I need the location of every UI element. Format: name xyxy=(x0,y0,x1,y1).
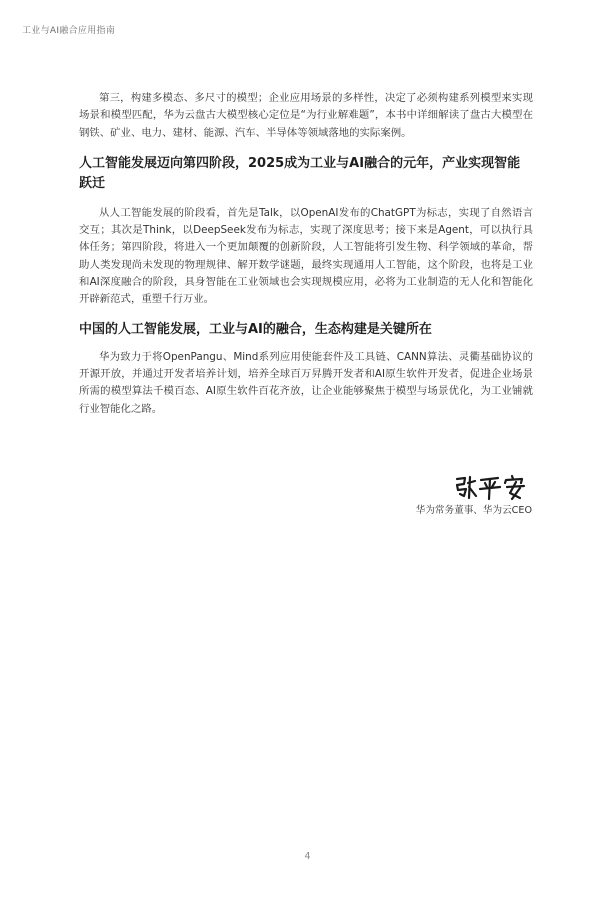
paragraph-multimodal-models: 第三，构建多模态、多尺寸的模型；企业应用场景的多样性，决定了必须构建系列模型来实现场景和模型匹配，华为云盘古大模型核心定位是“为行业解难题”，本书中详细解读了盘古大模型在钢铁、矿业、电力、建材、能源、汽车、半导体等领域落地的实际案例。 xyxy=(79,92,533,139)
running-header: 工业与AI融合应用指南 xyxy=(22,26,116,36)
signatory-title: 华为常务董事、华为云CEO xyxy=(415,505,532,516)
page-number: 4 xyxy=(304,851,311,862)
paragraph-ecosystem: 华为致力于将OpenPangu、Mind系列应用使能套件及工具链、CANN算法、灵衢基础协议的开源开放，并通过开发者培养计划，培养全球百万昇腾开发者和AI原生软件开发者，促进企业场景所需的模型算法千模百态、AI原生软件百花齐放，让企业能够聚焦于模型与场景优化，为工业铺就行业智能化之路。 xyxy=(79,350,533,415)
section-heading-ecosystem: 中国的人工智能发展，工业与AI的融合，生态构建是关键所在 xyxy=(79,321,432,337)
paragraph-ai-stages: 从人工智能发展的阶段看，首先是Talk，以OpenAI发布的ChatGPT为标志，实现了自然语言交互；其次是Think，以DeepSeek发布为标志，实现了深度思考；接下来是Agent，可以执行具体任务；第四阶段，将进入一个更加颠覆的创新阶段，人工智能将引发生物、科学领域的革命，帮助人类发现尚未发现的物理规律、解开数学谜题，最终实现通用人工智能，这个阶段，也将是工业和AI深度融合的阶段，具身智能在工业领域也会实现规模应用，必将为工业制造的无人化和智能化开辟新范式，重塑千行万业。 xyxy=(79,206,533,306)
handwritten-signature xyxy=(454,474,528,500)
section-heading-fourth-stage: 人工智能发展迈向第四阶段，2025成为工业与AI融合的元年，产业实现智能跃迁 xyxy=(79,155,521,191)
document-body xyxy=(79,90,533,418)
